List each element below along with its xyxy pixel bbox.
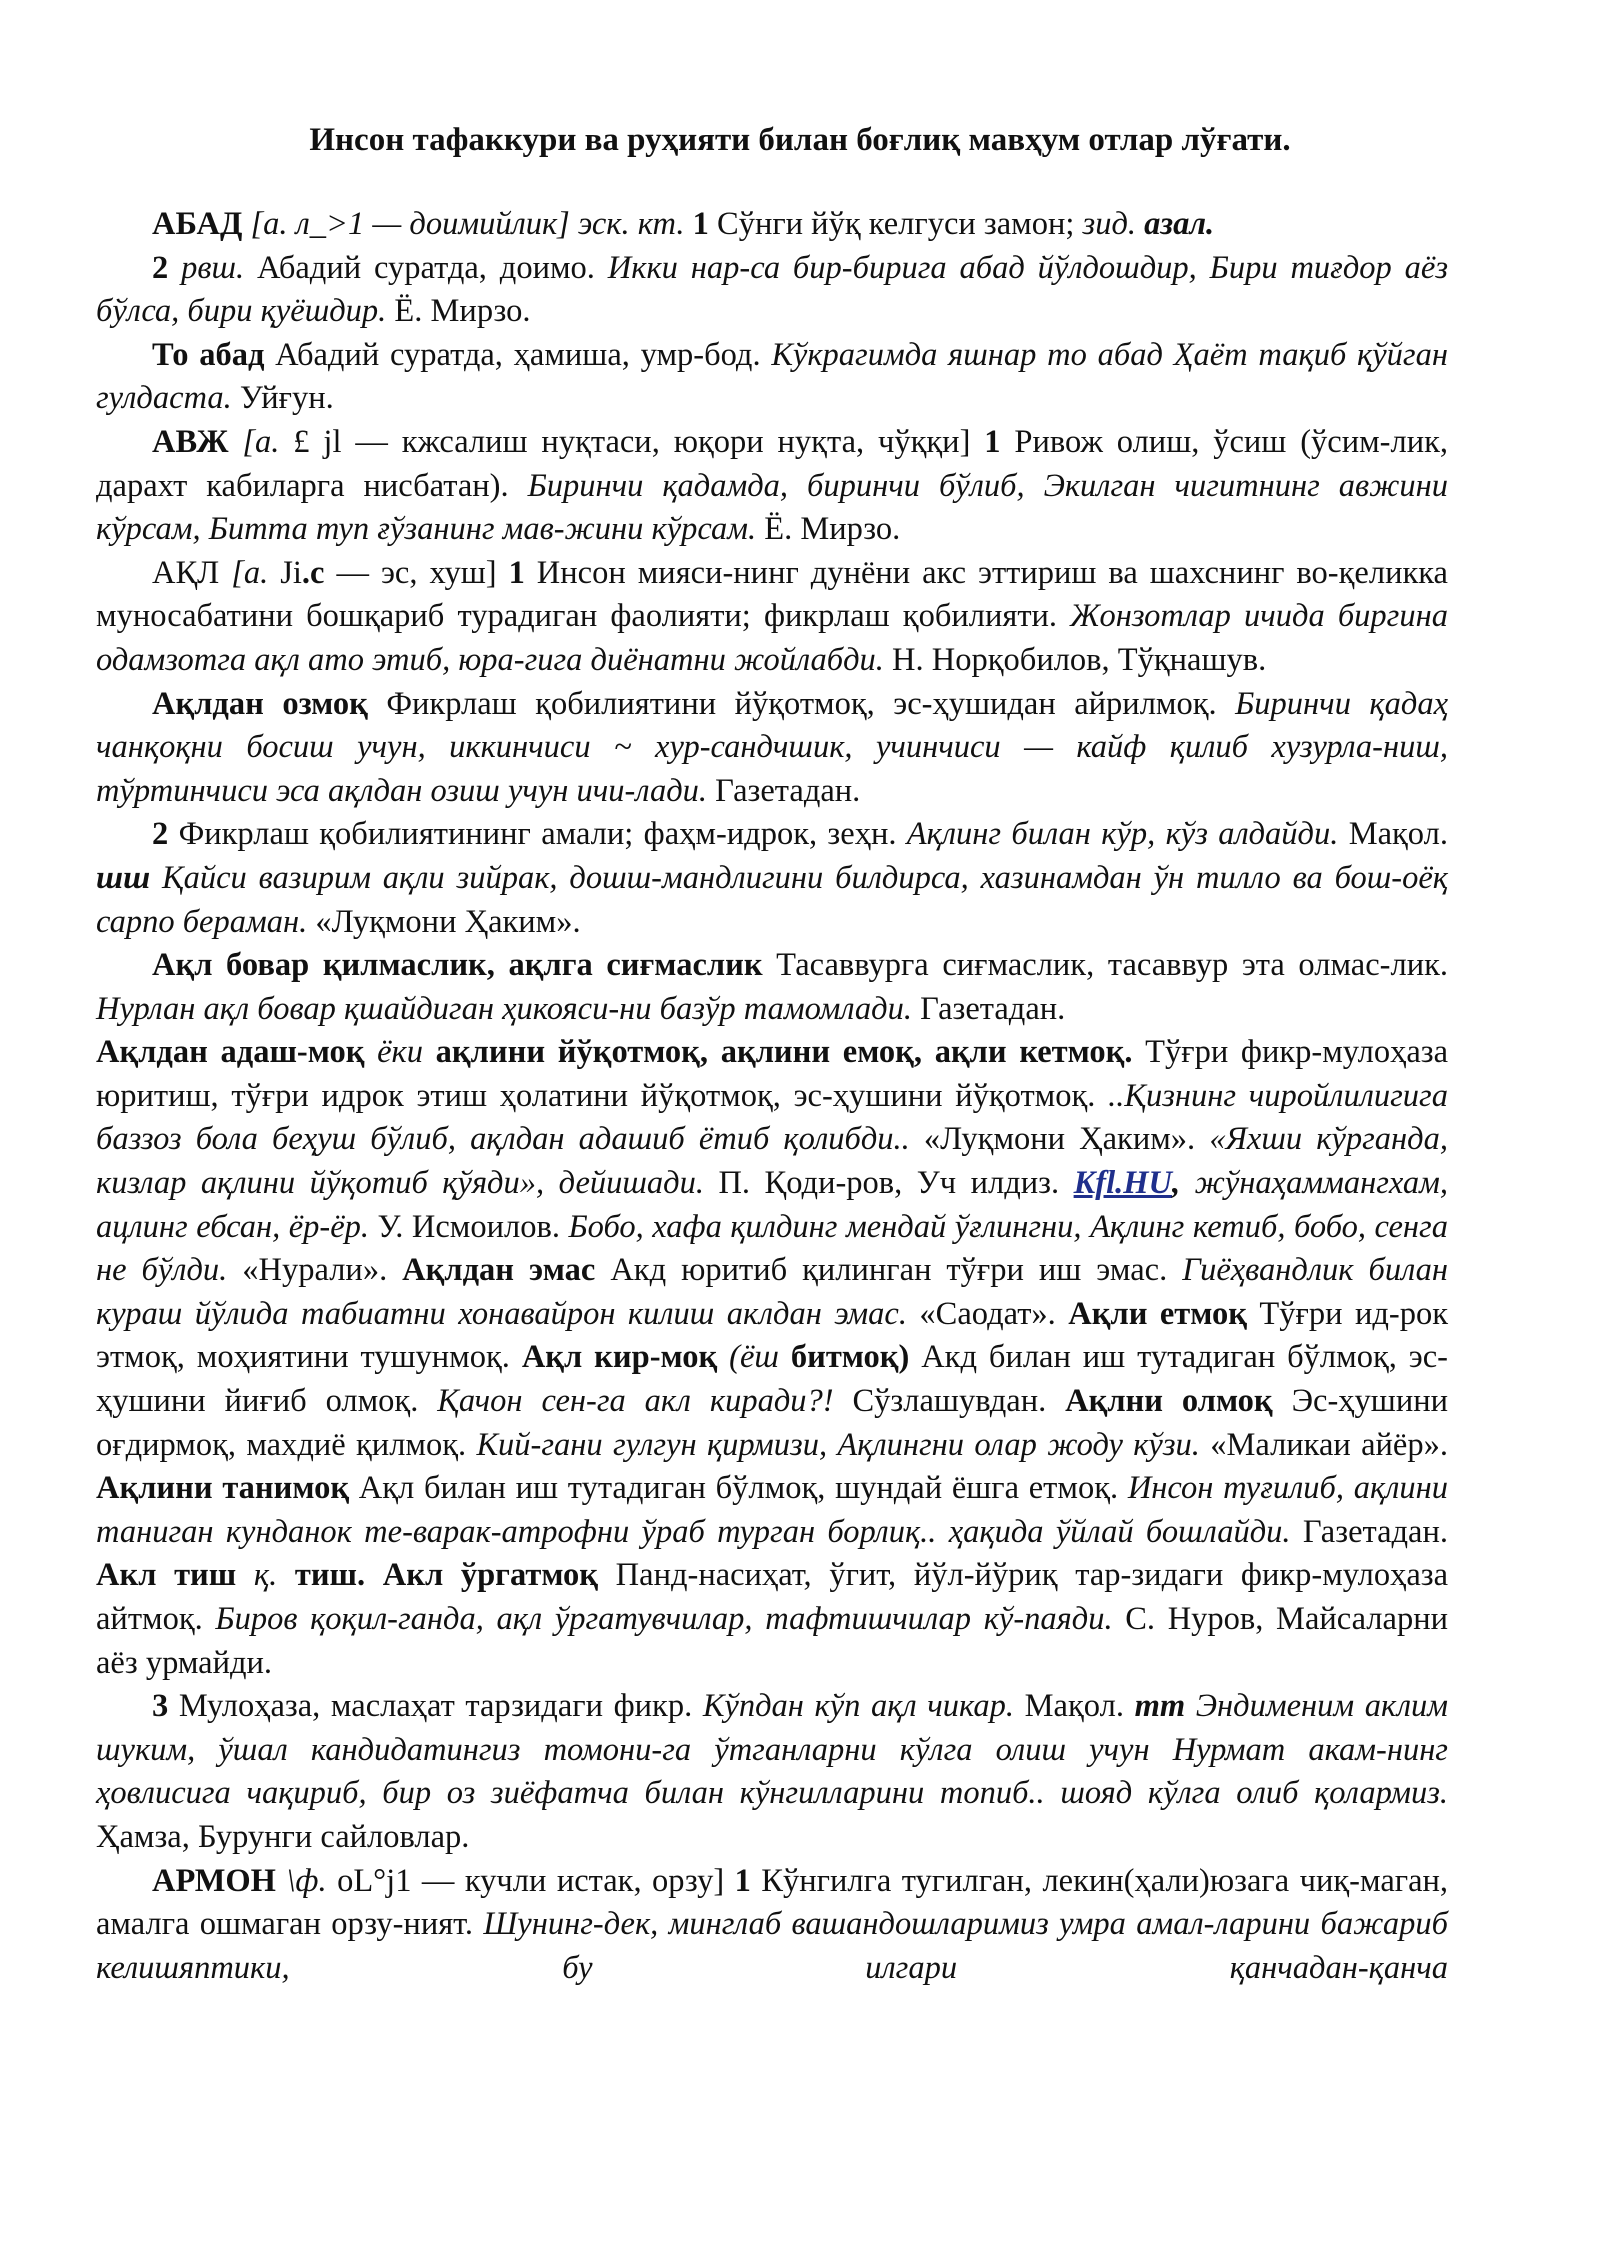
etymology: £ jl — кжсалиш нуқтаси, юқори нуқта, чўққи] xyxy=(279,423,985,460)
example: Бобо, хафа қилдинг мендай ўғлингни, Ақлинг кетиб, бобо, сенга не бўлди. xyxy=(96,1208,1448,1289)
headword: АҚЛ xyxy=(152,554,232,591)
source: «Луқмони Ҳаким». xyxy=(909,1121,1210,1158)
sense-number: 1 xyxy=(734,1862,751,1899)
headword: АРМОН xyxy=(152,1862,276,1899)
entry-to-abad xyxy=(96,334,1448,421)
entry-avzh xyxy=(96,421,1448,552)
headword: Ақли етмоқ xyxy=(1068,1295,1247,1332)
headword: То абад xyxy=(152,336,265,373)
source: Сўзлашувдан. xyxy=(833,1383,1066,1420)
source: У. Исмоилов. xyxy=(369,1208,569,1245)
page-title: Инсон тафаккури ва руҳияти билан боғлиқ мавҳум отлар лўғати. xyxy=(309,122,1291,158)
etymology: \ф. xyxy=(286,1862,327,1899)
definition: Фикрлаш қобилиятининг амали; фаҳм-идрок, зеҳн. xyxy=(168,816,907,853)
source: П. Қоди-ров, Уч илдиз. xyxy=(703,1165,1074,1202)
example: Кўпдан кўп ақл чикар. xyxy=(702,1688,1015,1725)
hyperlink[interactable]: Kfl.HU xyxy=(1073,1165,1173,1202)
example: Нурлан ақл бовар қшайдиган ҳикояси-ни базўр тамомлади. xyxy=(96,990,912,1027)
definition: Ривож олиш, ўсиш (ўсим-лик, дарахт кабиларга нисбатан). xyxy=(96,423,1449,504)
headword: ақлини йўқотмоқ, ақлини емоқ, ақли кетмоқ. xyxy=(435,1034,1133,1071)
headword: Акл тиш xyxy=(96,1557,237,1594)
definition: Панд-насиҳат, ўгит, йўл-йўриқ тар-зидаги фикр-мулоҳаза айтмоқ. xyxy=(96,1557,1449,1637)
example: Эндименим аклим шуким, ўшал кандидатингиз томони-га ўтганларни кўлга олиш учун Нурмат акам-нинг ҳовлисига чақириб, бир оз зиёфатча билан кўнгилларини топиб.. шояд кўлга олиб қолармиз. xyxy=(96,1688,1449,1812)
source: «Нурали». xyxy=(227,1252,403,1289)
headword: Ақлдан адаш-моқ xyxy=(96,1034,365,1071)
entry-armon xyxy=(96,1860,1448,1991)
source: Ҳамза, Бурунги сайловлар. xyxy=(96,1818,470,1855)
sense-number: 1 xyxy=(508,554,525,591)
etymology: [а. xyxy=(231,554,269,591)
sense-number: 1 xyxy=(692,206,709,242)
source: Газетадан. xyxy=(707,772,861,809)
sense-number: 2 xyxy=(152,249,169,286)
source: Н. Норқобилов, Тўқнашув. xyxy=(883,641,1267,678)
headword: Ақлдан озмоқ xyxy=(152,685,368,722)
headword: АВЖ xyxy=(152,423,229,460)
usage-label: рвш. xyxy=(181,249,245,286)
source: Ё. Мирзо. xyxy=(386,293,531,330)
source: Мақол. xyxy=(1014,1688,1135,1725)
example: Қайси вазирим ақли зийрак, дошш-мандлигини билдирса, хазинамдан ўн тилло ва бош-оёқ сарпо бераман. xyxy=(96,859,1448,940)
example: жўнаҳаммангхам, ацлинг ебсан, ёр-ёр. xyxy=(96,1165,1448,1245)
example: Қачон сен-га акл киради?! xyxy=(437,1383,834,1420)
usage-label: зид. xyxy=(1082,206,1137,242)
entry-aql-sense-3 xyxy=(96,1685,1448,1859)
example: Кий-гани гулгун қирмизи, Ақлингни олар жоду кўзи. xyxy=(476,1426,1200,1463)
definition: Тасаввурга сиғмаслик, тасаввур эта олмас-лик. xyxy=(762,947,1449,984)
source: Мақол. xyxy=(1338,816,1448,853)
headword: Акл ўргатмоқ xyxy=(382,1557,599,1594)
antonym: азал. xyxy=(1144,206,1215,242)
source: «Маликаи айёр». xyxy=(1199,1426,1448,1463)
headword: Ақл кир-моқ xyxy=(521,1339,718,1376)
example: Шунинг-дек, минглаб вашандошларимиз умра амал-ларини бажариб келишяптики, бу илгари қанчадан-қанча xyxy=(96,1906,1449,1986)
entry-abad-sense-2 xyxy=(96,247,1448,334)
entry-aqldan-adashmoq: Ақлдан адаш-моқ ёки ақлини йўқотмоқ, ақлини емоқ, ақли кетмоқ. Тўғри фикр-мулоҳаза юритиш, тўғри идрок этиш ҳолатини йўқотмоқ, эс-ҳушини йўқотмоқ. ..Қизнинг чиройлилигига баззоз бола беҳуш бўлиб, ақлдан адашиб ётиб қолибди.. «Луқмони Ҳаким». «Яхши кўрганда, кизлар ақлини йўқотиб қўяди», дейишади. П. Қоди-ров, Уч илдиз. Kfl.HU, жўнаҳаммангхам, ацлинг ебсан, ёр-ёр. У. Исмоилов. Бобо, хафа қилдинг мендай ўғлингни, Ақлинг кетиб, бобо, сенга не бўлди. «Нурали». Ақлдан эмас Акд юритиб қилинган тўғри иш эмас. Гиёҳвандлик билан кураш йўлида табиатни хонавайрон килиш аклдан эмас. «Саодат». Ақли етмоқ Тўғри ид-рок этмоқ, моҳиятини тушунмоқ. Ақл кир-моқ (ёш битмоқ) Акд билан иш тутадиган бўлмоқ, эс-ҳушини йиғиб олмоқ. Қачон сен-га акл киради?! Сўзлашувдан. Ақлни олмоқ Эс-ҳушини оғдирмоқ, махдиё қилмоқ. Кий-гани гулгун қирмизи, Ақлингни олар жоду кўзи. «Маликаи айёр». Ақлини танимоқ Ақл билан иш тутадиган бўлмоқ, шундай ёшга етмоқ. Инсон туғилиб, ақлини таниган кунданок те-варак-атрофни ўраб турган борлиқ.. ҳақида ўйлай бошлайди. Газетадан. Акл тиш қ. тиш. Акл ўргатмоқ Панд-насиҳат, ўгит, йўл-йўриқ тар-зидаги фикр-мулоҳаза айтмоқ. Биров қоқил-ганда, ақл ўргатувчилар, тафтишчилар кў-паяди. С. Нуров, Майсаларни аёз урмайди. xyxy=(96,1034,1449,1681)
headword: битмоқ) xyxy=(790,1339,910,1376)
definition: Кўнгилга тугилган, лекин(ҳали)юзага чиқ-маган, амалга ошмаган орзу-ният. xyxy=(96,1862,1449,1943)
definition: Тўғри ид-рок этмоқ, моҳиятини тушунмоқ. xyxy=(96,1295,1449,1376)
usage-label: эск. кт. xyxy=(577,206,685,242)
source: «Саодат». xyxy=(906,1295,1069,1332)
entry-aqldan-ozmoq xyxy=(96,683,1448,814)
separator-mark: шш xyxy=(96,859,151,896)
definition: Абадий суратда, доимо. xyxy=(244,249,608,286)
dictionary-body xyxy=(96,203,1448,1990)
separator-mark: тт xyxy=(1134,1688,1186,1725)
definition: Акд юритиб қилинган тўғри иш эмас. xyxy=(595,1252,1183,1289)
source: Уйғун. xyxy=(231,380,334,417)
source: Газетадан. xyxy=(1290,1513,1448,1550)
headword: Ақлини танимоқ xyxy=(96,1470,350,1507)
entry-abad xyxy=(96,203,1448,247)
example: Ақлинг билан кўр, кўз алдайди. xyxy=(906,816,1339,853)
headword: Ақл бовар қилмаслик, ақлга сиғмаслик xyxy=(152,947,763,984)
definition: Фикрлаш қобилиятини йўқотмоқ, эс-ҳушидан айрилмоқ. xyxy=(367,685,1236,722)
definition: Тўғри фикр-мулоҳаза юритиш, тўғри идрок этиш ҳолатини йўқотмоқ, эс-ҳушини йўқотмоқ. xyxy=(96,1034,1449,1114)
example: Гиёҳвандлик билан кураш йўлида табиатни хонавайрон килиш аклдан эмас. xyxy=(96,1252,1449,1332)
example: Икки нар-са бир-бирига абад йўлдошдир, Бири тиғдор аёз бўлса, бири қуёшдир. xyxy=(96,249,1449,330)
source: «Луқмони Ҳаким». xyxy=(307,903,581,940)
headword: Ақлни олмоқ xyxy=(1065,1383,1273,1420)
headword: Ақлдан эмас xyxy=(402,1252,596,1289)
example: Биров қоқил-ганда, ақл ўргатувчилар, тафтишчилар кў-паяди. xyxy=(215,1601,1113,1637)
example: Биринчи қадамда, биринчи бўлиб, Экилган чигитнинг авжини кўрсам, Битта туп ғўзанинг мав-жини кўрсам. xyxy=(96,467,1448,548)
definition: Эс-ҳушини оғдирмоқ, махдиё қилмоқ. xyxy=(96,1383,1448,1463)
sense-number: 2 xyxy=(152,816,169,853)
example: ..Қизнинг чиройлилигига баззоз бола беҳуш бўлиб, ақлдан адашиб ётиб қолибди.. xyxy=(96,1077,1448,1158)
sense-number: 3 xyxy=(152,1688,169,1725)
example: Биринчи қадаҳ чанқоқни босиш учун, иккинчиси ~ хур-сандчшик, учинчиси — кайф қилиб хузурла-ниш, тўртинчиси эса ақлдан озиш учун ичи-лади. xyxy=(96,685,1448,809)
entry-aql-bovar xyxy=(96,944,1448,1031)
definition: Мулоҳаза, маслаҳат тарзидаги фикр. xyxy=(168,1688,703,1725)
definition: Инсон мияси-нинг дунёни акс эттириш ва шахснинг во-қеликка муносабатини бошқариб турадиган фаолияти; фикрлаш қобилияти. xyxy=(96,554,1448,635)
etymology: [а. xyxy=(242,423,280,460)
definition: Сўнги йўқ келгуси замон; xyxy=(708,206,1083,242)
example: Инсон туғилиб, ақлини таниган кунданок те-варак-атрофни ўраб турган борлиқ.. ҳақида ўйлай бошлайди. xyxy=(96,1470,1448,1550)
etymology: oL°j1 — кучли истак, орзу] xyxy=(326,1862,735,1899)
entry-aql: АҚЛ [а. Ji.с — эс, хуш] 1 Инсон мияси-нинг дунёни акс эттириш ва шахснинг во-қеликка муносабатини бошқариб турадиган фаолияти; фикрлаш қобилияти. Жонзотлар ичида биргина одамзотга ақл ато этиб, юра-гига диёнатни жойлабди. Н. Норқобилов, Тўқнашув. xyxy=(96,554,1448,678)
source: Газетадан. xyxy=(911,990,1066,1027)
definition: Акд билан иш тутадиган бўлмоқ, эс-ҳушини йиғиб олмоқ. xyxy=(96,1339,1448,1420)
example: «Яхши кўрганда, кизлар ақлини йўқотиб қўяди», дейишади. xyxy=(96,1121,1448,1202)
definition: Абадий суратда, ҳамиша, умр-бод. xyxy=(264,336,772,373)
source: С. Нуров, Майсаларни аёз урмайди. xyxy=(96,1601,1448,1681)
entry-aql-sense-2 xyxy=(96,813,1448,944)
headword: АБАД xyxy=(152,206,243,242)
source: Ё. Мирзо. xyxy=(756,511,901,548)
definition: Ақл билан иш тутадиган бўлмоқ, шундай ёшга етмоқ. xyxy=(349,1470,1128,1507)
example: Кўкрагимда яшнар то абад Ҳаёт тақиб қўйган гулдаста. xyxy=(96,336,1448,417)
sense-number: 1 xyxy=(984,423,1001,460)
example: Жонзотлар ичида биргина одамзотга ақл ато этиб, юра-гига диёнатни жойлабди. xyxy=(96,598,1448,678)
etymology: [а. л_>1 — доимийлик] xyxy=(242,206,578,242)
